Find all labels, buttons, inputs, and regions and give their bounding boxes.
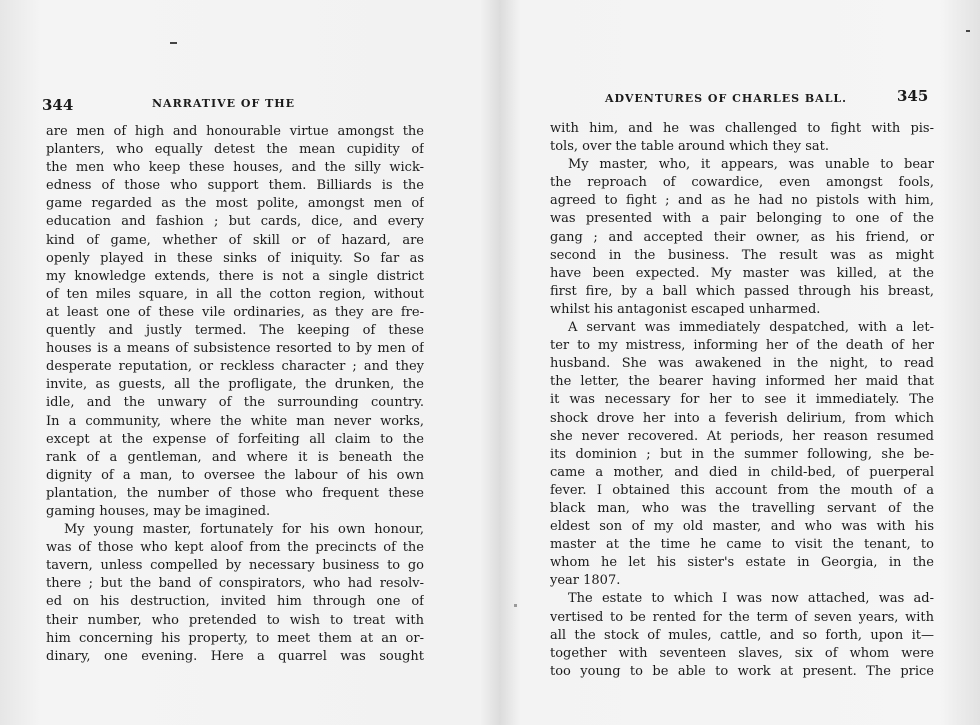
- text-line: with him, and he was challenged to fight with pis-: [550, 121, 934, 136]
- text-line: A servant was immediately despatched, with a let-: [568, 320, 934, 336]
- text-line: desperate reputation, or reckless character ; and they: [46, 359, 424, 375]
- text-line: the reproach of cowardice, even amongst fools,: [550, 175, 934, 191]
- text-line: eldest son of my old master, and who was with his: [550, 519, 934, 535]
- text-line: game regarded as the most polite, amongst men of: [46, 196, 424, 212]
- text-line: him concerning his property, to meet them at an or-: [46, 630, 424, 646]
- text-line: my knowledge extends, there is not a single district: [46, 268, 424, 284]
- text-line: was of those who kept aloof from the precincts of the: [46, 540, 424, 556]
- text-line: second in the business. The result was as might: [550, 247, 934, 263]
- text-line: rank of a gentleman, and where it is beneath the: [46, 449, 424, 465]
- text-line: except at the expense of forfeiting all claim to the: [46, 431, 424, 447]
- text-line: the letter, the bearer having informed her maid that: [550, 374, 934, 390]
- text-line: agreed to fight ; and as he had no pistols with him,: [550, 193, 934, 209]
- text-line: first fire, by a ball which passed through his breast,: [550, 283, 934, 299]
- left-page-number: 344: [42, 96, 74, 114]
- text-line: master at the time he came to visit the tenant, to: [550, 537, 934, 553]
- right-running-head: ADVENTURES OF CHARLES BALL.: [605, 92, 847, 105]
- text-line: are men of high and honourable virtue amongst the: [46, 124, 424, 139]
- text-line: In a community, where the white man never works,: [46, 413, 424, 429]
- left-page-body: [46, 123, 424, 666]
- text-line: of ten miles square, in all the cotton region, without: [46, 286, 424, 302]
- text-line: quently and justly termed. The keeping of these: [46, 323, 424, 339]
- text-line: husband. She was awakened in the night, to read: [550, 356, 934, 372]
- text-line: year 1807.: [550, 573, 621, 589]
- right-page-number: 345: [897, 87, 929, 105]
- text-line: ed on his destruction, invited him through one of: [46, 594, 424, 610]
- text-line: together with seventeen slaves, six of whom were: [550, 645, 934, 661]
- text-line: planters, who equally detest the mean cupidity of: [46, 142, 424, 158]
- text-line: was presented with a pair belonging to one of the: [550, 211, 934, 227]
- text-line: their number, who pretended to wish to treat with: [46, 612, 424, 628]
- text-line: My young master, fortunately for his own honour,: [64, 522, 424, 538]
- text-line: The estate to which I was now attached, was ad-: [568, 591, 934, 607]
- text-line: gang ; and accepted their owner, as his friend, or: [550, 229, 934, 245]
- text-line: it was necessary for her to see it immediately. The: [550, 392, 934, 408]
- text-line: My master, who, it appears, was unable to bear: [568, 157, 934, 173]
- left-running-head: NARRATIVE OF THE: [152, 97, 296, 110]
- text-line: fever. I obtained this account from the mouth of a: [550, 482, 934, 498]
- text-line: idle, and the unwary of the surrounding country.: [46, 395, 424, 411]
- text-line: all the stock of mules, cattle, and so forth, upon it—: [550, 627, 934, 643]
- text-line: dignity of a man, to oversee the labour of his own: [46, 467, 424, 483]
- text-line: education and fashion ; but cards, dice, and every: [46, 214, 424, 230]
- text-line: dinary, one evening. Here a quarrel was sought: [46, 648, 424, 664]
- text-line: there ; but the band of conspirators, who had resolv-: [46, 576, 424, 592]
- text-line: came a mother, and died in child-bed, of puerperal: [550, 464, 934, 480]
- text-line: tols, over the table around which they sat.: [550, 139, 830, 155]
- text-line: too young to be able to work at present. The price: [550, 663, 934, 679]
- right-page-body: [550, 120, 934, 681]
- text-line: gaming houses, may be imagined.: [46, 503, 271, 519]
- text-line: plantation, the number of those who frequent these: [46, 485, 424, 501]
- text-line: shock drove her into a feverish delirium, from which: [550, 410, 934, 426]
- text-line: openly played in these sinks of iniquity. So far as: [46, 250, 424, 266]
- print-speck: [170, 42, 177, 44]
- text-line: kind of game, whether of skill or of hazard, are: [46, 232, 424, 248]
- text-line: she never recovered. At periods, her reason resumed: [550, 428, 934, 444]
- right-page: [490, 0, 980, 725]
- text-line: vertised to be rented for the term of seven years, with: [550, 609, 934, 625]
- text-line: houses is a means of subsistence resorted to by men of: [46, 341, 424, 357]
- print-speck: [966, 30, 970, 32]
- text-line: at least one of these vile ordinaries, as they are fre-: [46, 304, 424, 320]
- text-line: have been expected. My master was killed, at the: [550, 265, 934, 281]
- text-line: invite, as guests, all the profligate, the drunken, the: [46, 377, 424, 393]
- text-line: its dominion ; but in the summer following, she be-: [550, 446, 934, 462]
- text-line: the men who keep these houses, and the silly wick-: [46, 160, 424, 176]
- text-line: black man, who was the travelling servant of the: [550, 500, 934, 516]
- text-line: whom he let his sister's estate in Georgia, in the: [550, 555, 934, 571]
- text-line: tavern, unless compelled by necessary business to go: [46, 558, 424, 574]
- print-speck: [514, 604, 517, 607]
- text-line: ter to my mistress, informing her of the death of her: [550, 338, 934, 354]
- text-line: edness of those who support them. Billiards is the: [46, 178, 424, 194]
- text-line: whilst his antagonist escaped unharmed.: [550, 301, 821, 317]
